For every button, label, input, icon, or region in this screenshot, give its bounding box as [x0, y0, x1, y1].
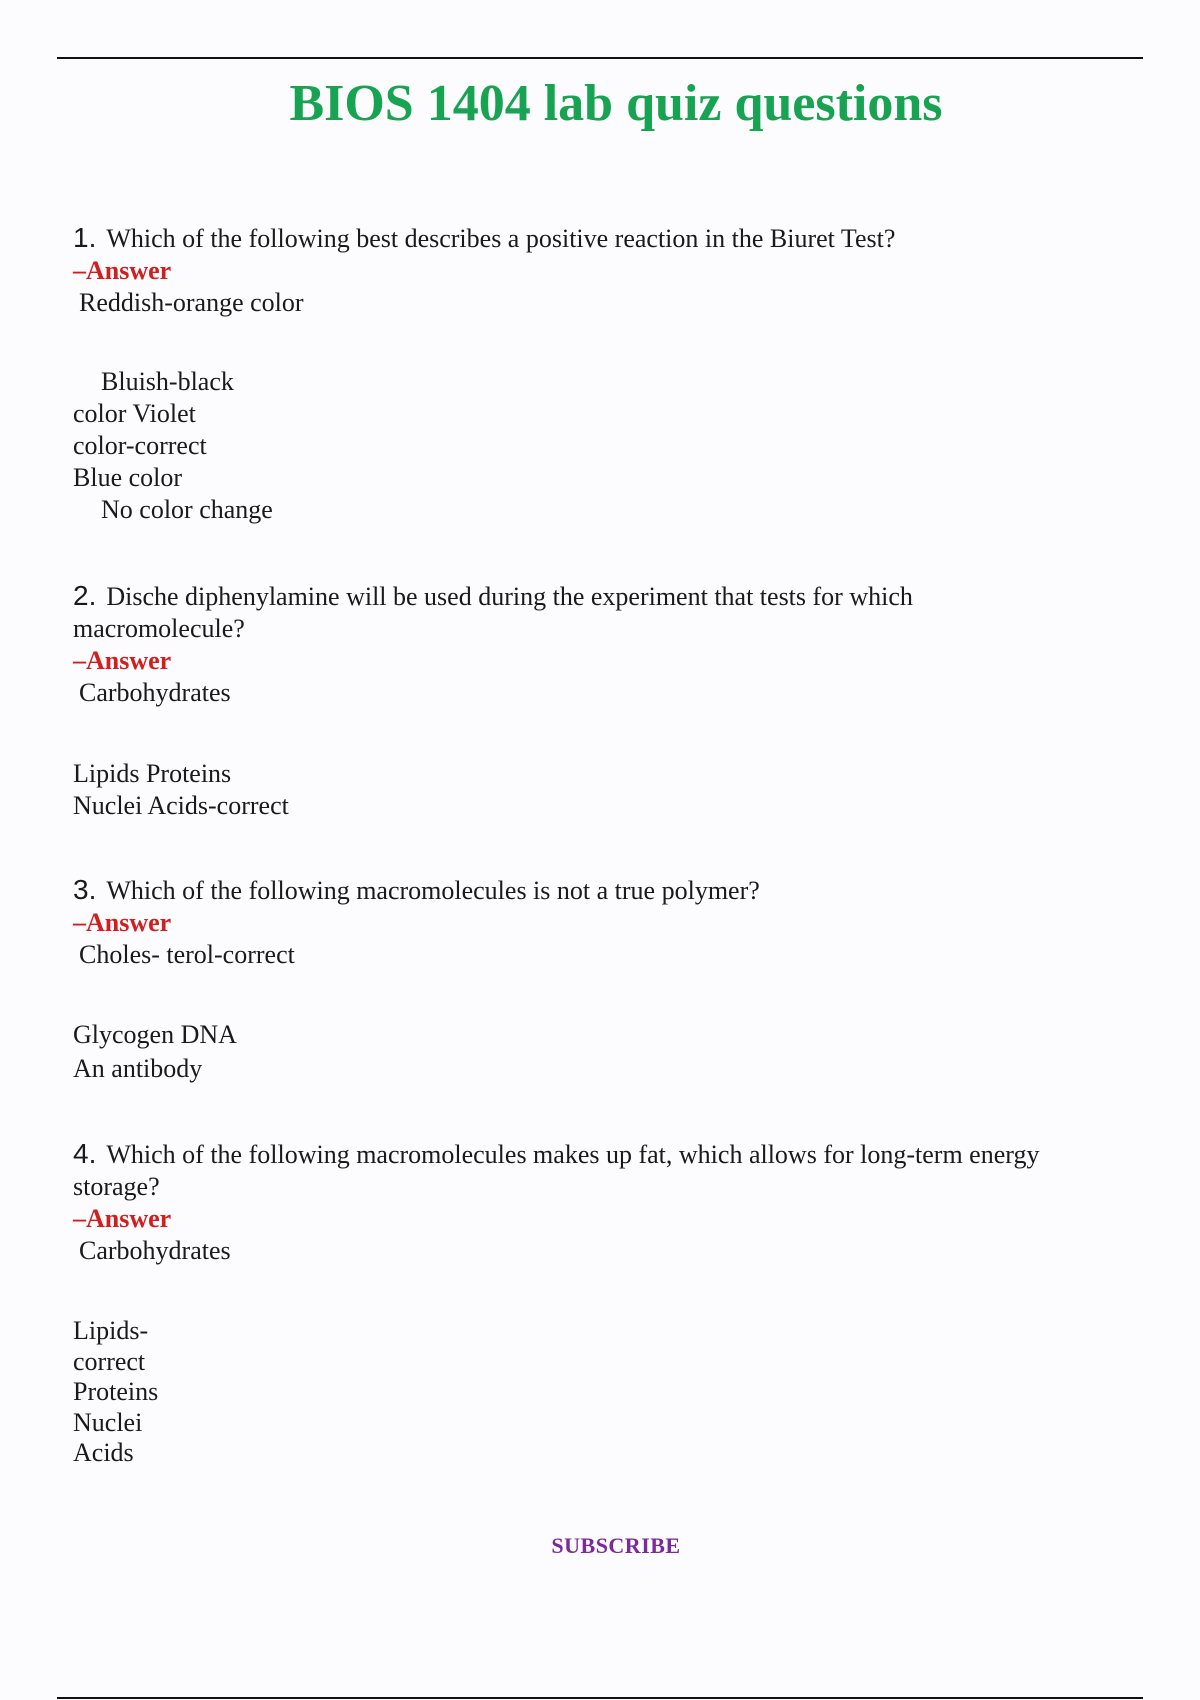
- question-text-line: Which of the following best describes a positive reaction in the Biuret Test?: [106, 224, 896, 253]
- question-number: 3.: [73, 874, 97, 905]
- question-2: [73, 580, 1133, 820]
- option-line: Lipids Proteins: [73, 759, 232, 788]
- answer-label: –Answer: [73, 908, 172, 937]
- option-list: [73, 1018, 237, 1086]
- question-3: [73, 874, 1133, 1083]
- answer-first-option: Reddish-orange color: [79, 288, 304, 317]
- top-rule: [57, 57, 1143, 59]
- option-list: [73, 758, 289, 822]
- question-number: 4.: [73, 1138, 97, 1169]
- answer-first-option: Carbohydrates: [79, 678, 231, 707]
- answer-first-option: Choles- terol-correct: [79, 940, 295, 969]
- option-list: [73, 366, 273, 526]
- answer-label: –Answer: [73, 256, 172, 285]
- question-text-line: Which of the following macromolecules is not a true polymer?: [106, 876, 760, 905]
- question-text: [73, 580, 1133, 613]
- option-line: Nuclei Acids-correct: [73, 791, 289, 820]
- option-line: No color change: [101, 495, 273, 524]
- option-line: Blue color: [73, 463, 183, 492]
- option-line: color-correct: [73, 431, 207, 460]
- option-line: Nuclei: [73, 1407, 143, 1437]
- question-number: 2.: [73, 580, 97, 611]
- question-number: 1.: [73, 222, 97, 253]
- question-1: [73, 222, 1133, 524]
- option-line: Glycogen DNA: [73, 1020, 237, 1049]
- document-title: BIOS 1404 lab quiz questions: [289, 75, 943, 132]
- question-text-line: Dische diphenylamine will be used during the experiment that tests for which: [106, 582, 913, 611]
- option-line: color Violet: [73, 399, 196, 428]
- option-line: Bluish-black: [101, 367, 234, 396]
- question-text-line: macromolecule?: [73, 614, 245, 643]
- question-text-line: Which of the following macromolecules makes up fat, which allows for long-term energy: [106, 1140, 1040, 1169]
- answer-label: –Answer: [73, 1204, 172, 1233]
- question-text: [73, 1138, 1133, 1171]
- option-line: Lipids-: [73, 1316, 149, 1345]
- bottom-rule: [57, 1697, 1143, 1699]
- option-line: Proteins: [73, 1377, 159, 1406]
- option-line: Acids: [73, 1438, 134, 1467]
- question-text: [73, 222, 1133, 255]
- answer-first-option: Carbohydrates: [79, 1236, 231, 1265]
- subscribe-link[interactable]: SUBSCRIBE: [551, 1533, 681, 1558]
- question-4: [73, 1138, 1133, 1467]
- question-text: [73, 874, 1133, 907]
- question-text-line: storage?: [73, 1172, 160, 1201]
- option-list: [73, 1316, 158, 1469]
- option-line: An antibody: [73, 1054, 203, 1083]
- answer-label: –Answer: [73, 646, 172, 675]
- option-line: correct: [73, 1346, 146, 1376]
